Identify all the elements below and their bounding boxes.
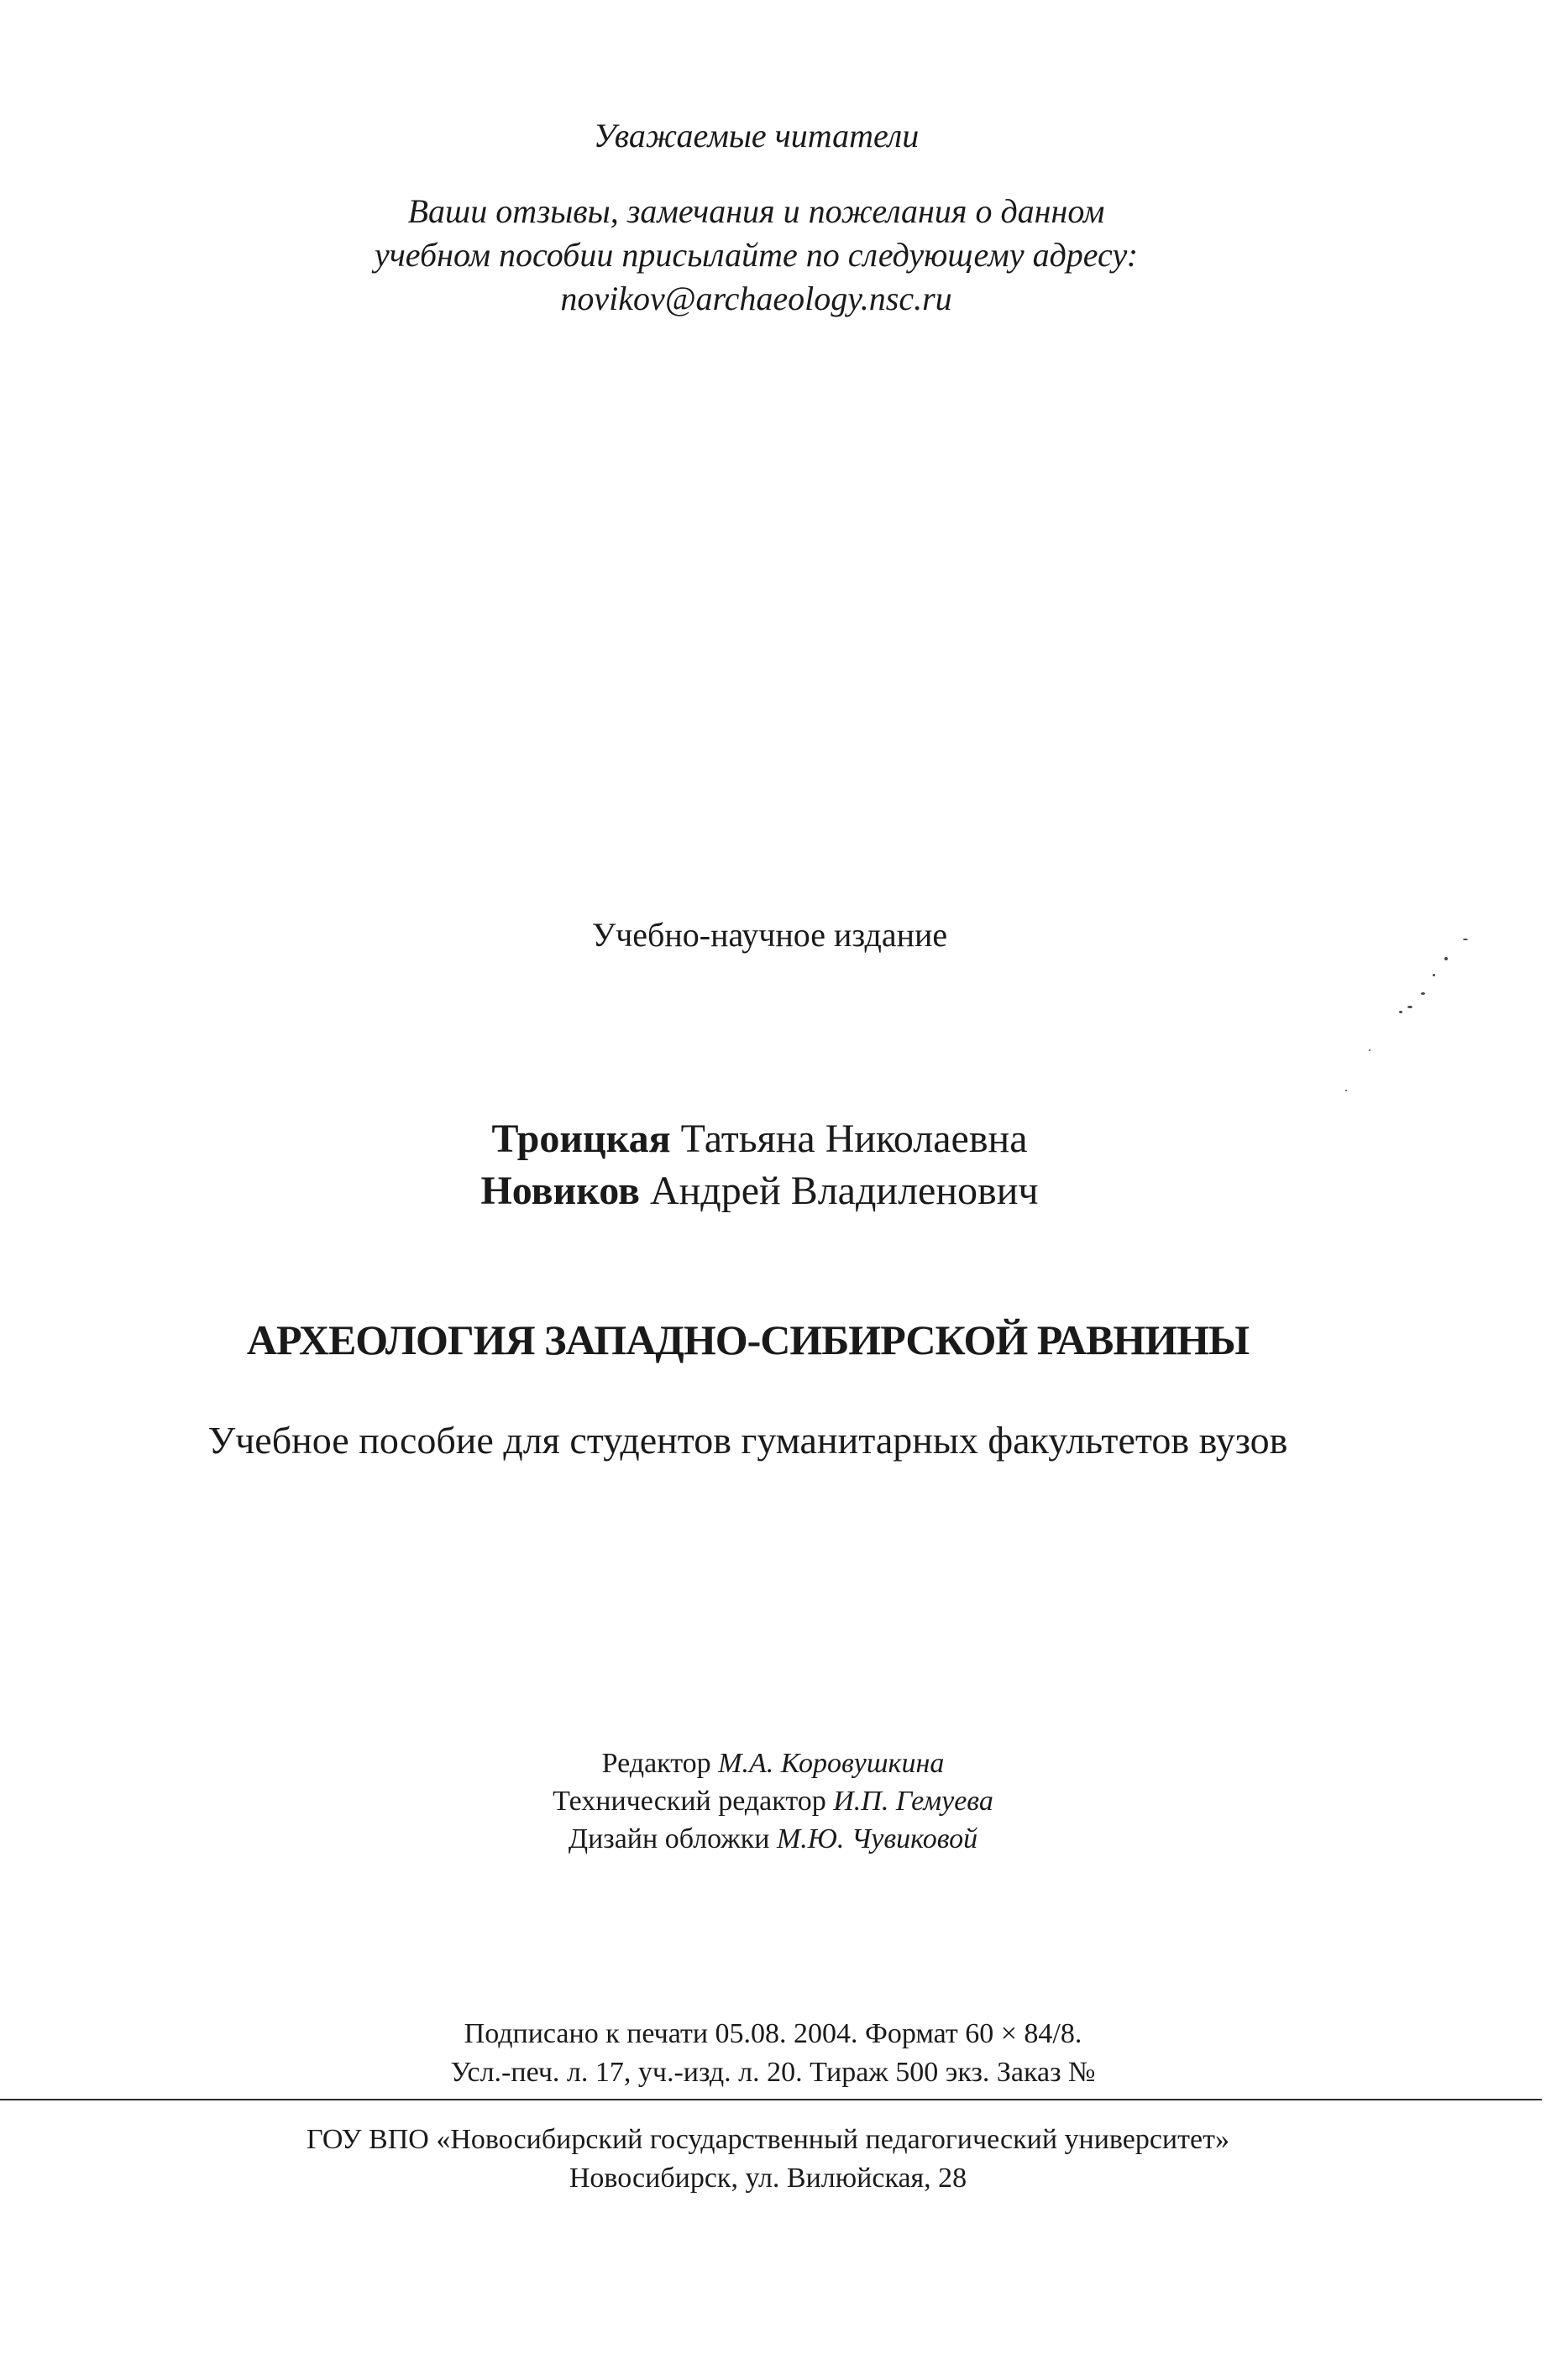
scan-speck <box>1433 974 1435 976</box>
divider-rule <box>0 2099 1542 2100</box>
reader-notice-body <box>0 190 1546 321</box>
authors <box>0 1113 1533 1217</box>
reader-notice-line: Ваши отзывы, замечания и пожелания о данном <box>407 192 1105 230</box>
author-line <box>0 1113 1533 1165</box>
reader-notice-email: novikov@archaeology.nsc.ru <box>560 280 952 317</box>
credit-role: Технический редактор <box>553 1786 826 1817</box>
publisher-name: ГОУ ВПО «Новосибирский государственный педагогический университет» <box>307 2124 1229 2155</box>
scan-speck <box>1369 1049 1370 1051</box>
print-info-line: Усл.-печ. л. 17, уч.-изд. л. 20. Тираж 500 экз. Заказ № <box>450 2057 1096 2088</box>
print-info-line: Подписано к печати 05.08. 2004. Формат 60 × 84/8. <box>464 2018 1082 2049</box>
credit-line <box>0 1744 1546 1782</box>
reader-notice-heading: Уважаемые читатели <box>593 117 920 154</box>
scan-speck <box>1444 957 1448 960</box>
credits <box>0 1744 1546 1858</box>
book-title: АРХЕОЛОГИЯ ЗАПАДНО-СИБИРСКОЙ РАВНИНЫ <box>246 1316 1250 1363</box>
credit-name: М.А. Коровушкина <box>718 1748 945 1779</box>
reader-notice-line: учебном пособии присылайте по следующему адресу: <box>374 236 1139 274</box>
credit-name: М.Ю. Чувиковой <box>776 1823 978 1854</box>
credit-line <box>0 1820 1546 1858</box>
author-given-name: Татьяна Николаевна <box>680 1117 1028 1161</box>
book-subtitle: Учебное пособие для студентов гуманитарных факультетов вузов <box>207 1419 1288 1462</box>
edition-type: Учебно-научное издание <box>591 916 948 954</box>
credit-name: И.П. Гемуева <box>833 1786 993 1817</box>
credit-role: Дизайн обложки <box>568 1823 770 1854</box>
publisher <box>0 2121 1541 2198</box>
credit-line <box>0 1782 1546 1820</box>
scan-speck <box>1399 1011 1402 1013</box>
author-line <box>0 1165 1533 1217</box>
print-info <box>0 2015 1546 2092</box>
reader-notice <box>0 114 1546 321</box>
scan-speck <box>1463 939 1468 940</box>
scan-speck <box>1345 1090 1347 1091</box>
scan-speck <box>1421 992 1425 995</box>
publisher-address: Новосибирск, ул. Вилюйская, 28 <box>569 2163 967 2194</box>
author-surname: Новиков <box>480 1169 640 1213</box>
scan-speck <box>1407 1006 1412 1008</box>
credit-role: Редактор <box>601 1748 711 1779</box>
author-given-name: Андрей Владиленович <box>649 1169 1039 1213</box>
author-surname: Троицкая <box>491 1117 671 1161</box>
